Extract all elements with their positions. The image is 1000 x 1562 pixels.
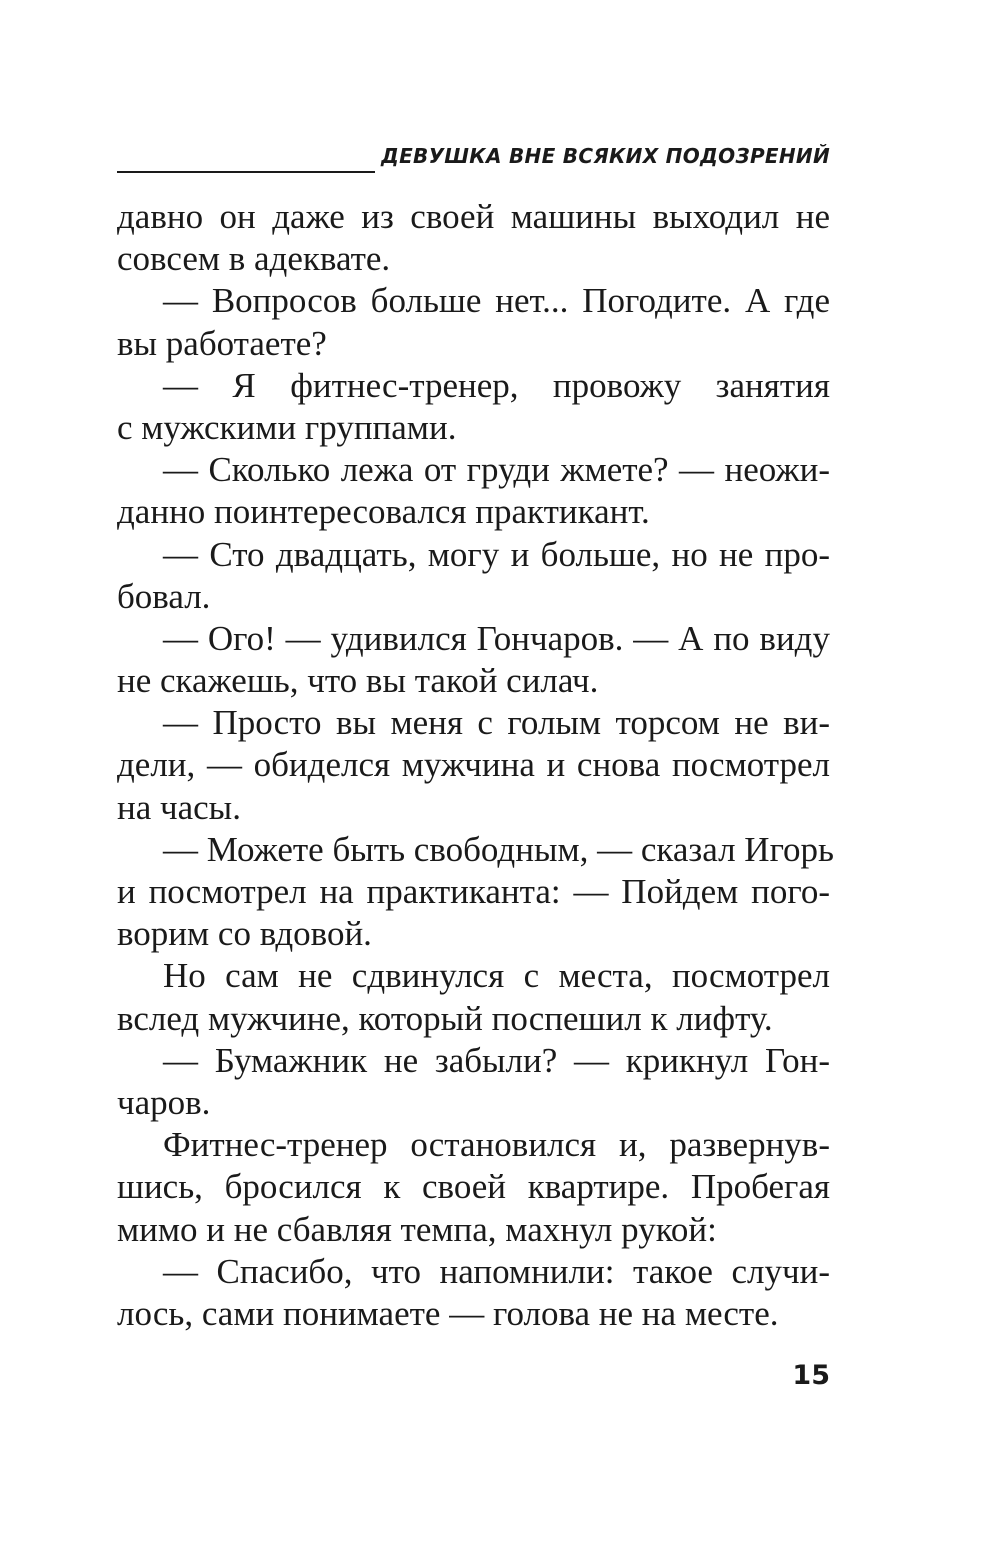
text-line: лось, сами понимаете — голова не на месте. xyxy=(117,1293,779,1333)
text-line: дели, — обиделся мужчина и снова посмотрел xyxy=(117,745,830,785)
text-line: — Бумажник не забыли? — крикнул Гон- xyxy=(163,1040,830,1080)
page-number: 15 xyxy=(792,1360,830,1391)
text-line: — Я фитнес-тренер, провожу занятия xyxy=(163,365,830,405)
text-line: Фитнес-тренер остановился и, развернув- xyxy=(163,1125,830,1165)
text-line: давно он даже из своей машины выходил не xyxy=(117,197,830,236)
text-line: — Сколько лежа от груди жмете? — неожи- xyxy=(163,450,830,490)
text-line: вы работаете? xyxy=(117,323,327,363)
text-line: — Просто вы меня с голым торсом не ви- xyxy=(163,703,830,743)
text-line: — Вопросов больше нет... Погодите. А где xyxy=(163,281,830,321)
text-line: и посмотрел на практиканта: — Пойдем пого- xyxy=(117,872,830,911)
text-line: бовал. xyxy=(117,576,211,616)
text-line: ворим со вдовой. xyxy=(117,914,372,954)
text-line: на часы. xyxy=(117,787,241,827)
text-line: не скажешь, что вы такой силач. xyxy=(117,661,599,701)
text-line: данно поинтересовался практикант. xyxy=(117,492,650,532)
header-rule xyxy=(117,171,375,173)
text-line: мимо и не сбавляя темпа, махнул рукой: xyxy=(117,1209,717,1249)
text-line: — Ого! — удивился Гончаров. — А по виду xyxy=(163,618,830,658)
text-line: Но сам не сдвинулся с места, посмотрел xyxy=(163,956,830,996)
text-line: чаров. xyxy=(117,1082,211,1122)
text-line: — Можете быть свободным, — сказал Игорь xyxy=(163,829,835,869)
text-line: совсем в адеквате. xyxy=(117,239,391,279)
text-line: с мужскими группами. xyxy=(117,407,457,447)
text-line: вслед мужчине, который поспешил к лифту. xyxy=(117,998,773,1038)
running-title: ДЕВУШКА ВНЕ ВСЯКИХ ПОДОЗРЕНИЙ xyxy=(380,144,830,168)
running-header xyxy=(117,140,830,174)
body-text xyxy=(117,196,835,1335)
text-line: — Сто двадцать, могу и больше, но не про- xyxy=(163,534,830,574)
text-line: шись, бросился к своей квартире. Пробегая xyxy=(117,1167,830,1207)
text-line: — Спасибо, что напомнили: такое случи- xyxy=(163,1251,830,1291)
